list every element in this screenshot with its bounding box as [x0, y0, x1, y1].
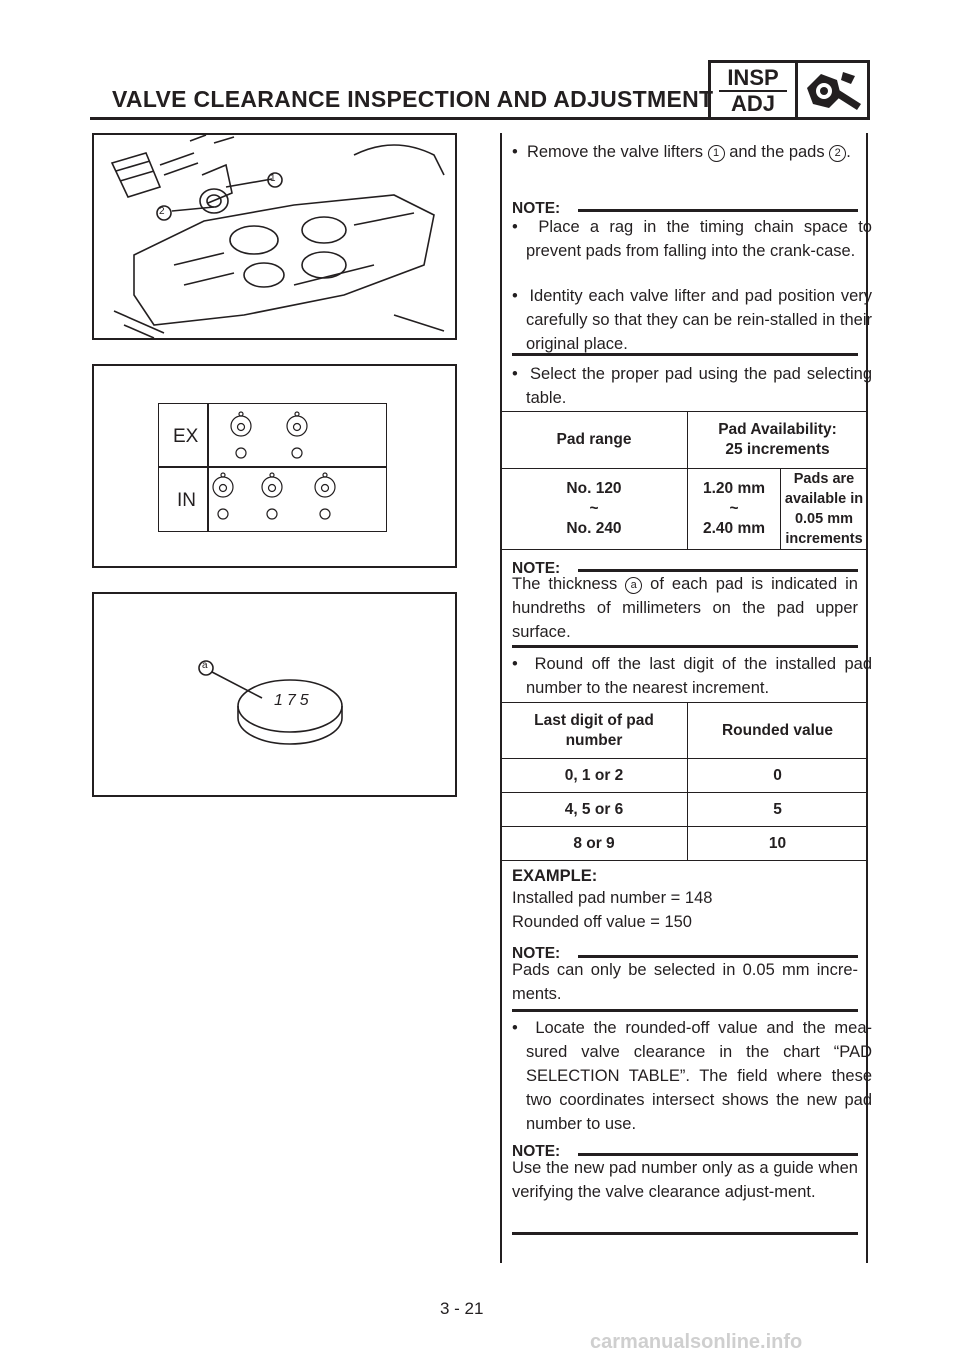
- table-header: Pad Availability: 25 increments: [688, 412, 868, 469]
- table-cell: 4, 5 or 6: [501, 793, 688, 827]
- callout-2: 2: [159, 206, 165, 217]
- pad-range-table: [500, 411, 868, 550]
- table-header: Last digit of pad number: [501, 703, 688, 759]
- step-select-pad: • Select the proper pad using the pad selecting table.: [512, 365, 872, 407]
- note-end-rule: [512, 353, 858, 356]
- row-label-in: IN: [177, 490, 196, 511]
- note-end-rule: [512, 1232, 858, 1235]
- note-bullet: • Place a rag in the timing chain space to prevent pads from falling into the crank-case.: [512, 218, 872, 260]
- section-badge: [708, 60, 870, 120]
- step-remove-lifters: • Remove the valve lifters 1 and the pads 2 .: [512, 143, 851, 161]
- note-thickness: The thickness a of each pad is indicated in hundreths of millimeters on the pad upper surface.: [512, 575, 858, 641]
- pad-layout-figure: [92, 364, 457, 568]
- pad-layout-grid: [158, 403, 387, 532]
- example-label: EXAMPLE:: [512, 867, 598, 885]
- cylinder-head-drawing: [94, 135, 455, 338]
- table-cell: 8 or 9: [501, 827, 688, 861]
- valve-pad-symbols: [209, 404, 385, 530]
- callout-a: a: [202, 660, 208, 671]
- page-title: VALVE CLEARANCE INSPECTION AND ADJUSTMENT: [112, 86, 714, 112]
- note-text: Use the new pad number only as a guide when verifying the valve clearance adjust-ment.: [512, 1159, 858, 1201]
- callout-1: 1: [270, 173, 276, 184]
- table-cell: 10: [688, 827, 868, 861]
- column-divider-left: [500, 133, 502, 1263]
- note-text: Pads can only be selected in 0.05 mm incre-ments.: [512, 961, 858, 1003]
- ref-circle-2: 2: [829, 145, 846, 162]
- note-label: NOTE:: [512, 200, 561, 217]
- note-label: NOTE:: [512, 1143, 561, 1160]
- gauge-wrench-icon: [799, 66, 865, 114]
- pad-thickness-figure: [92, 592, 457, 797]
- table-cell: 0: [688, 759, 868, 793]
- note-end-rule: [512, 1009, 858, 1012]
- table-cell: 1.20 mm ~ 2.40 mm: [688, 469, 781, 550]
- row-label-ex: EX: [173, 426, 199, 447]
- page-number: 3 - 21: [440, 1299, 484, 1318]
- watermark: carmanualsonline.info: [590, 1331, 803, 1353]
- example-line: Installed pad number = 148: [512, 889, 713, 907]
- note-bullet: • Identity each valve lifter and pad position very carefully so that they can be rein-stalled in their original place.: [512, 287, 872, 353]
- note-label: NOTE:: [512, 560, 561, 577]
- table-cell: 0, 1 or 2: [501, 759, 688, 793]
- table-cell: 5: [688, 793, 868, 827]
- step-round-off: • Round off the last digit of the installed pad number to the nearest increment.: [512, 655, 872, 697]
- example-line: Rounded off value = 150: [512, 913, 692, 931]
- table-cell: Pads are available in 0.05 mm increments: [781, 469, 868, 550]
- badge-text: [711, 63, 798, 117]
- ref-circle-1: 1: [708, 145, 725, 162]
- table-header: Pad range: [501, 412, 688, 469]
- note-end-rule: [512, 645, 858, 648]
- cylinder-head-figure: [92, 133, 457, 340]
- note-rule: [578, 209, 858, 212]
- rounding-table: [500, 702, 868, 861]
- badge-line1: INSP: [719, 63, 787, 92]
- ref-circle-a: a: [625, 577, 642, 594]
- pad-number: 175: [274, 692, 313, 709]
- step-locate-value: • Locate the rounded-off value and the mea-sured valve clearance in the chart “PAD SELECTION TABLE”. The field where these two coordinates intersect shows the new pad number to use.: [512, 1019, 872, 1133]
- table-cell: No. 120 ~ No. 240: [501, 469, 688, 550]
- table-header: Rounded value: [688, 703, 868, 759]
- badge-line2: ADJ: [730, 91, 775, 116]
- note-label: NOTE:: [512, 945, 561, 962]
